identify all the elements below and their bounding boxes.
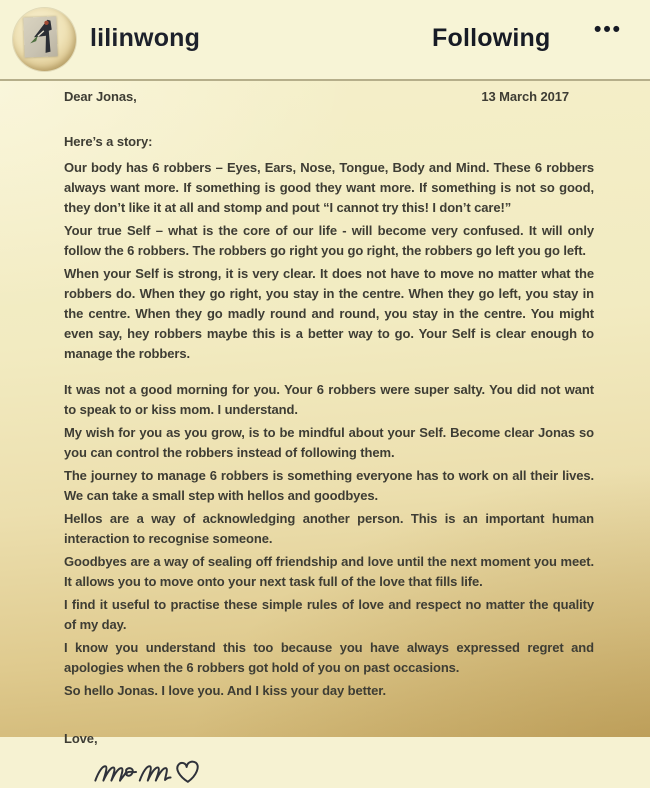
letter-paragraph: The journey to manage 6 robbers is something everyone has to work on all their lives. We can take a small step with hellos and goodbyes. (64, 468, 594, 503)
letter-body (64, 158, 594, 701)
letter-paragraph: Goodbyes are a way of sealing off friendship and love until the next moment you meet. It allows you to move onto your next task full of the love that fills life. (64, 554, 594, 589)
letter-intro: Here’s a story: (64, 134, 153, 149)
username[interactable]: lilinwong (90, 24, 201, 52)
avatar-artwork (23, 16, 57, 57)
post-image[interactable] (0, 81, 650, 746)
signature-mom-heart-icon (90, 751, 208, 788)
avatar[interactable] (13, 8, 76, 71)
following-button[interactable]: Following (432, 24, 551, 52)
letter-paragraph: Hellos are a way of acknowledging another person. This is an important human interaction to recognise someone. (64, 511, 594, 546)
signature (90, 751, 594, 788)
letter-paragraph: Our body has 6 robbers – Eyes, Ears, Nose, Tongue, Body and Mind. These 6 robbers always want more. If something is good they want more. If something is not so good, they don’t like it at all and stomp and pout “I cannot try this! I don’t care!” (64, 160, 594, 215)
post-header (0, 0, 650, 81)
letter-closing: Love, (64, 731, 98, 746)
letter-paragraph: So hello Jonas. I love you. And I kiss your day better. (64, 683, 386, 698)
letter-paragraph: It was not a good morning for you. Your 6 robbers were super salty. You did not want to speak to or kiss mom. I understand. (64, 382, 594, 417)
letter-content (0, 81, 650, 746)
letter-paragraph: Your true Self – what is the core of our life - will become very confused. It will only follow the 6 robbers. The robbers go right you go right, the robbers go left you go left. (64, 223, 594, 258)
letter-paragraph: I know you understand this too because you have always expressed regret and apologies when the 6 robbers got hold of you on past occasions. (64, 640, 594, 675)
salutation-row (64, 87, 594, 107)
avatar-art-icon (23, 16, 57, 57)
letter-date: 13 March 2017 (481, 89, 569, 104)
letter-paragraph: My wish for you as you grow, is to be mindful about your Self. Become clear Jonas so you can control the robbers instead of following them. (64, 425, 594, 460)
more-options-icon[interactable]: ••• (584, 18, 632, 42)
letter-paragraph: I find it useful to practise these simple rules of love and respect no matter the quality of my day. (64, 597, 594, 632)
salutation: Dear Jonas, (64, 89, 137, 104)
letter-paragraph: When your Self is strong, it is very clear. It does not have to move no matter what the robbers do. When they go right, you stay in the centre. When they go left, you stay in the centre. When they go madly round and round, you stay in the centre. You might even say, hey robbers maybe this is a better way to go. Your Self is clear enough to manage the robbers. (64, 266, 594, 361)
